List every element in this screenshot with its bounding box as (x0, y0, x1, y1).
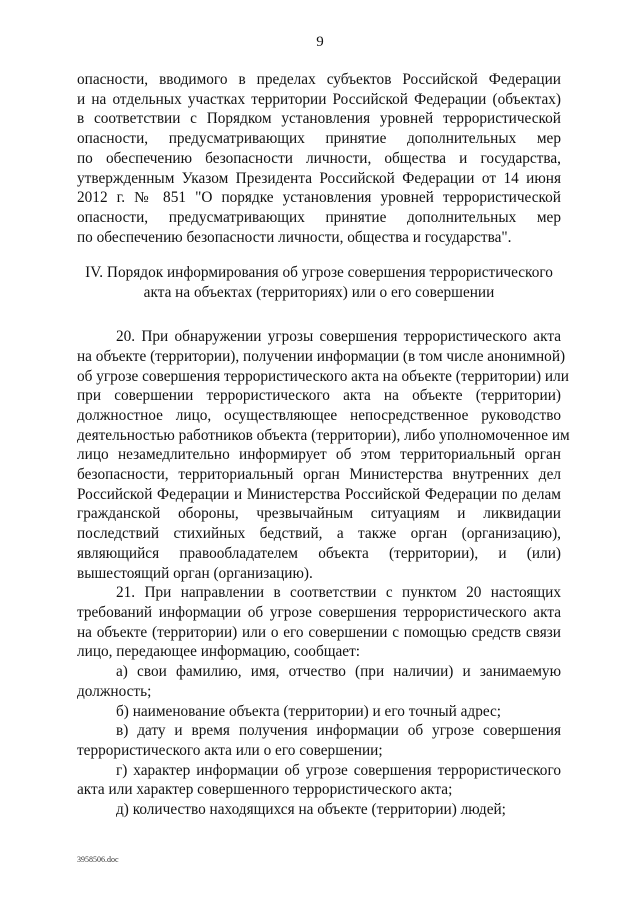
text-line: 2012 г. № 851 "О порядке установления уровней террористической (77, 189, 561, 207)
text-line: утвержденным Указом Президента Российской Федерации от 14 июня (77, 169, 561, 187)
text-line: лицо, передающее информацию, сообщает: (77, 643, 361, 661)
heading-line: IV. Порядок информирования об угрозе совершения террористического (85, 263, 553, 281)
text-line: безопасности, территориальный орган Министерства внутренних дел (77, 466, 561, 483)
text-line: должностное лицо, осуществляющее непосредственное руководство (77, 406, 561, 424)
text-line: при совершении террористического акта на объекте (территории) (77, 387, 561, 405)
text-line: последствий стихийных бедствий, а также орган (организацию), (77, 525, 561, 543)
text-line: а) свои фамилию, имя, отчество (при наличии) и занимаемую (116, 663, 561, 681)
text-line: вышестоящий орган (организацию). (77, 564, 313, 582)
text-line: на объекте (территории) или о его совершении с помощью средств связи (77, 623, 561, 641)
text-line: гражданской обороны, чрезвычайным ситуациям и ликвидации (77, 505, 561, 523)
text-line: по обеспечению безопасности личности, общества и государства". (77, 228, 512, 246)
text-line: об угрозе совершения террористического акта на объекте (территории) или (77, 367, 569, 385)
text-line: опасности, предусматривающих принятие дополнительных мер (77, 208, 561, 226)
text-line: г) характер информации об угрозе совершения террористического (116, 761, 561, 779)
text-line: по обеспечению безопасности личности, общества и государства, (77, 149, 561, 167)
text-line: опасности, вводимого в пределах субъектов Российской Федерации (77, 71, 561, 88)
text-line: д) количество находящихся на объекте (территории) людей; (116, 801, 506, 818)
text-line: б) наименование объекта (территории) и его точный адрес; (116, 702, 502, 720)
page-number: 9 (316, 34, 324, 50)
text-line: в соответствии с Порядком установления уровней террористической (77, 110, 561, 128)
text-line: являющийся правообладателем объекта (территории), и (или) (77, 544, 561, 562)
text-line: акта или характер совершенного террористического акта; (77, 781, 453, 799)
text-line: на объекте (территории), получении информации (в том числе анонимной) (77, 347, 566, 365)
text-line: деятельностью работников объекта (территории), либо уполномоченное им (77, 426, 570, 444)
text-line: террористического акта или о его совершении; (77, 741, 383, 759)
footer-document-code: 3958506.doc (77, 855, 119, 864)
text-line: в) дату и время получения информации об угрозе совершения (116, 722, 561, 740)
heading-line: акта на объектах (территориях) или о его совершении (143, 283, 495, 301)
text-line: Российской Федерации и Министерства Российской Федерации по делам (77, 485, 561, 503)
text-line: опасности, предусматривающих принятие дополнительных мер (77, 130, 561, 148)
text-line: требований информации об угрозе совершения террористического акта (77, 603, 561, 621)
text-line: должность; (77, 682, 152, 700)
text-line: лицо незамедлительно информирует об этом территориальный орган (77, 446, 561, 464)
text-line: и на отдельных участках территории Российской Федерации (объектах) (77, 90, 561, 108)
text-line: 21. При направлении в соответствии с пунктом 20 настоящих (116, 584, 561, 602)
text-line: 20. При обнаружении угрозы совершения террористического акта (116, 328, 561, 345)
